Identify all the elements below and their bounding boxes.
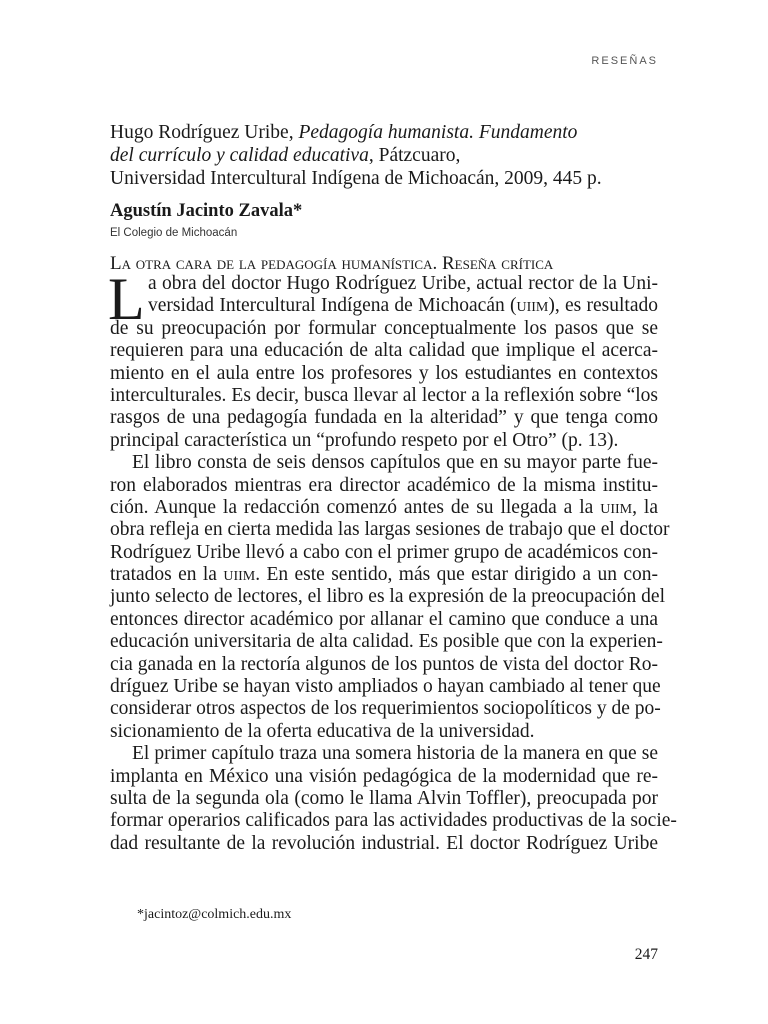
text-line: educación universitaria de alta calidad. Es posible que con la experien- [110, 631, 663, 653]
text-line: El libro consta de seis densos capítulos que en su mayor parte fue- [132, 452, 658, 474]
text-line: considerar otros aspectos de los requerimientos sociopolíticos y de po- [110, 698, 661, 720]
text-line: ción. Aunque la redacción comenzó antes de su llegada a la uiim, la [110, 496, 659, 518]
text-line: ron elaborados mientras era director académico de la misma institu- [110, 474, 658, 496]
text-line: formar operarios calificados para las actividades productivas de la socie- [110, 810, 677, 832]
text-line: sulta de la segunda ola (como le llama Alvin Toffler), preocupada por [110, 787, 658, 809]
text-line: interculturales. Es decir, busca llevar al lector a la reflexión sobre “los [110, 384, 658, 406]
page-number: 247 [634, 946, 658, 963]
text-line: implanta en México una visión pedagógica de la modernidad que re- [110, 765, 658, 787]
review-author: Agustín Jacinto Zavala* [110, 201, 303, 221]
text-line: de su preocupación por formular conceptualmente los pasos que se [110, 317, 658, 339]
text-line: principal característica un “profundo respeto por el Otro” (p. 13). [110, 429, 619, 451]
text-line: dríguez Uribe se hayan visto ampliados o hayan cambiado al tener que [110, 676, 661, 698]
text-line: Rodríguez Uribe llevó a cabo con el primer grupo de académicos con- [110, 541, 658, 563]
drop-cap: L [108, 266, 145, 332]
section-title: La otra cara de la pedagogía humanística. Reseña crítica [110, 253, 554, 274]
text-line: rasgos de una pedagogía fundada en la alteridad” y que tenga como [110, 407, 658, 429]
text-line: junto selecto de lectores, el libro es la expresión de la preocupación del [110, 586, 665, 608]
text-line: El primer capítulo traza una somera historia de la manera en que se [132, 743, 658, 765]
book-citation [110, 121, 670, 190]
text-line: sicionamiento de la oferta educativa de la universidad. [110, 720, 535, 742]
text-line: obra refleja en cierta medida las largas sesiones de trabajo que el doctor [110, 519, 670, 541]
citation-line-2: del currículo y calidad educativa, Pátzcuaro, [110, 145, 461, 166]
running-header: RESEÑAS [591, 55, 658, 67]
citation-line-1: Hugo Rodríguez Uribe, Pedagogía humanista. Fundamento [110, 122, 578, 143]
author-affiliation: El Colegio de Michoacán [110, 227, 238, 239]
text-line: miento en el aula entre los profesores y los estudiantes en contextos [110, 362, 658, 384]
review-body [108, 266, 677, 855]
text-line: tratados en la uiim. En este sentido, más que estar dirigido a un con- [110, 564, 658, 586]
text-line: versidad Intercultural Indígena de Michoacán (uiim), es resultado [148, 295, 658, 317]
footnote: *jacintoz@colmich.edu.mx [137, 907, 292, 922]
text-line: cia ganada en la rectoría algunos de los puntos de vista del doctor Ro- [110, 653, 658, 675]
text-line: dad resultante de la revolución industrial. El doctor Rodríguez Uribe [110, 832, 658, 854]
text-line: requieren para una educación de alta calidad que implique el acerca- [110, 340, 658, 362]
citation-line-3: Universidad Intercultural Indígena de Michoacán, 2009, 445 p. [110, 168, 602, 189]
text-line: a obra del doctor Hugo Rodríguez Uribe, actual rector de la Uni- [148, 273, 658, 294]
text-line: entonces director académico por allanar el camino que conduce a una [110, 608, 658, 630]
